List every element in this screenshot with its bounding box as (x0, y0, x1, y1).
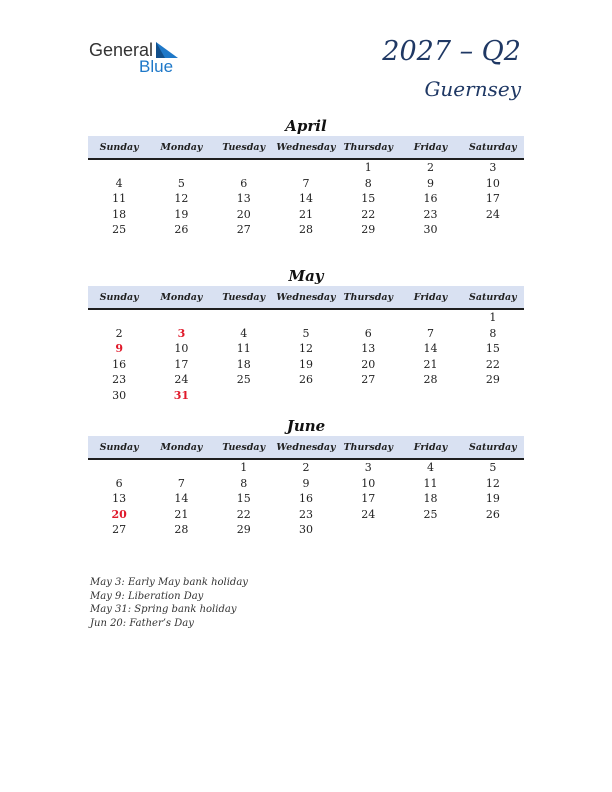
week-row (88, 460, 524, 476)
day-cell: 12 (485, 476, 500, 490)
day-cell: 16 (423, 192, 438, 206)
day-cell: 23 (298, 507, 313, 521)
day-cell: 26 (298, 373, 313, 387)
day-cell: 18 (236, 357, 251, 371)
day-cell: 30 (298, 523, 313, 537)
day-cell: 23 (423, 207, 438, 221)
country-name: Guernsey (424, 77, 521, 101)
weekday-tuesday: Tuesday (222, 291, 266, 303)
day-cell: 4 (115, 176, 123, 190)
weekday-thursday: Thursday (343, 291, 394, 303)
day-cell: 2 (427, 161, 435, 175)
weekday-wednesday: Wednesday (276, 441, 336, 453)
day-cell: 22 (485, 357, 500, 371)
day-cell: 2 (302, 461, 310, 475)
day-cell: 12 (298, 342, 313, 356)
day-cell: 22 (236, 507, 251, 521)
day-cell: 29 (236, 523, 251, 537)
weekday-saturday: Saturday (469, 291, 517, 303)
day-cell: 22 (361, 207, 376, 221)
month-title: June (286, 417, 326, 435)
day-cell: 19 (485, 492, 500, 506)
day-cell: 4 (240, 326, 248, 340)
weekday-header (88, 286, 524, 310)
week-row (88, 507, 524, 523)
day-cell: 3 (364, 461, 372, 475)
weekday-sunday: Sunday (99, 441, 139, 453)
weekday-wednesday: Wednesday (276, 291, 336, 303)
day-cell: 14 (298, 192, 313, 206)
weekday-saturday: Saturday (469, 141, 517, 153)
day-cell: 20 (361, 357, 376, 371)
weekday-tuesday: Tuesday (222, 141, 266, 153)
weekday-monday: Monday (160, 291, 203, 303)
week-row (88, 160, 524, 176)
day-cell: 27 (236, 223, 251, 237)
month-grid (88, 460, 524, 538)
month-title: May (288, 267, 324, 285)
week-row (88, 326, 524, 342)
day-cell: 8 (240, 476, 248, 490)
holiday-notes (90, 576, 248, 630)
weekday-monday: Monday (160, 441, 203, 453)
week-row (88, 491, 524, 507)
holiday-note: Jun 20: Father’s Day (90, 617, 194, 629)
day-cell: 15 (485, 342, 500, 356)
weekday-monday: Monday (160, 141, 203, 153)
day-cell: 10 (174, 342, 189, 356)
day-cell: 24 (361, 507, 376, 521)
day-cell: 30 (423, 223, 438, 237)
day-cell: 13 (361, 342, 376, 356)
logo-text-blue: Blue (139, 57, 174, 76)
day-cell: 8 (489, 326, 497, 340)
day-cell: 17 (174, 357, 189, 371)
holiday-note: May 9: Liberation Day (90, 590, 204, 602)
day-cell: 9 (302, 476, 310, 490)
day-cell: 15 (236, 492, 251, 506)
holiday-note: May 3: Early May bank holiday (90, 577, 248, 588)
day-cell: 20 (236, 207, 251, 221)
day-cell: 25 (236, 373, 251, 387)
day-cell: 3 (177, 326, 186, 340)
day-cell: 6 (364, 326, 372, 340)
day-cell: 9 (115, 342, 123, 356)
day-cell: 28 (174, 523, 189, 537)
weekday-wednesday: Wednesday (276, 141, 336, 153)
weekday-header (88, 136, 524, 160)
day-cell: 1 (489, 311, 497, 325)
day-cell: 2 (115, 326, 123, 340)
week-row (88, 341, 524, 357)
week-row (88, 476, 524, 492)
logo-text-general: General (89, 40, 154, 60)
day-cell: 11 (112, 192, 127, 206)
weekday-friday: Friday (413, 441, 448, 453)
day-cell: 23 (112, 373, 127, 387)
week-row (88, 191, 524, 207)
weekday-friday: Friday (413, 291, 448, 303)
day-cell: 14 (423, 342, 438, 356)
day-cell: 29 (361, 223, 376, 237)
weekday-sunday: Sunday (99, 291, 139, 303)
day-cell: 11 (236, 342, 251, 356)
day-cell: 27 (112, 523, 127, 537)
day-cell: 5 (489, 461, 497, 475)
week-row (88, 522, 524, 538)
week-row (88, 388, 524, 404)
day-cell: 17 (485, 192, 500, 206)
day-cell: 24 (485, 207, 500, 221)
weekday-saturday: Saturday (469, 441, 517, 453)
day-cell: 9 (427, 176, 435, 190)
week-row (88, 207, 524, 223)
day-cell: 18 (112, 207, 127, 221)
day-cell: 7 (177, 476, 185, 490)
day-cell: 1 (364, 161, 372, 175)
day-cell: 19 (174, 207, 189, 221)
day-cell: 25 (423, 507, 438, 521)
day-cell: 10 (485, 176, 500, 190)
day-cell: 7 (427, 326, 435, 340)
day-cell: 11 (423, 476, 438, 490)
day-cell: 31 (173, 388, 190, 402)
month-grid (88, 310, 524, 403)
day-cell: 12 (174, 192, 189, 206)
day-cell: 6 (240, 176, 248, 190)
day-cell: 18 (423, 492, 438, 506)
day-cell: 21 (174, 507, 189, 521)
day-cell: 20 (111, 507, 127, 521)
week-row (88, 372, 524, 388)
day-cell: 25 (112, 223, 127, 237)
week-row (88, 310, 524, 326)
month-april (88, 116, 524, 238)
day-cell: 6 (115, 476, 123, 490)
week-row (88, 357, 524, 373)
day-cell: 8 (364, 176, 372, 190)
day-cell: 5 (302, 326, 310, 340)
day-cell: 30 (112, 388, 127, 402)
day-cell: 19 (298, 357, 313, 371)
day-cell: 1 (240, 461, 248, 475)
day-cell: 10 (361, 476, 376, 490)
month-june (88, 416, 524, 538)
weekday-thursday: Thursday (343, 441, 394, 453)
day-cell: 27 (361, 373, 376, 387)
month-grid (88, 160, 524, 238)
weekday-friday: Friday (413, 141, 448, 153)
holiday-note: May 31: Spring bank holiday (90, 604, 237, 615)
day-cell: 24 (174, 373, 189, 387)
month-may (88, 266, 524, 403)
page-title: 2027 – Q2 (382, 36, 521, 67)
weekday-tuesday: Tuesday (222, 441, 266, 453)
day-cell: 26 (174, 223, 189, 237)
logo (89, 40, 189, 76)
day-cell: 29 (485, 373, 500, 387)
month-title: April (285, 117, 327, 135)
day-cell: 15 (361, 192, 376, 206)
week-row (88, 222, 524, 238)
weekday-sunday: Sunday (99, 141, 139, 153)
logo-triangle-icon (156, 42, 178, 58)
day-cell: 5 (177, 176, 185, 190)
day-cell: 16 (112, 357, 127, 371)
day-cell: 26 (485, 507, 500, 521)
day-cell: 17 (361, 492, 376, 506)
day-cell: 13 (236, 192, 251, 206)
day-cell: 21 (423, 357, 438, 371)
weekday-thursday: Thursday (343, 141, 394, 153)
day-cell: 3 (489, 161, 497, 175)
week-row (88, 176, 524, 192)
day-cell: 7 (302, 176, 310, 190)
day-cell: 21 (298, 207, 313, 221)
day-cell: 28 (298, 223, 313, 237)
day-cell: 16 (298, 492, 313, 506)
day-cell: 13 (112, 492, 127, 506)
day-cell: 14 (174, 492, 189, 506)
weekday-header (88, 436, 524, 460)
day-cell: 28 (423, 373, 438, 387)
day-cell: 4 (427, 461, 435, 475)
